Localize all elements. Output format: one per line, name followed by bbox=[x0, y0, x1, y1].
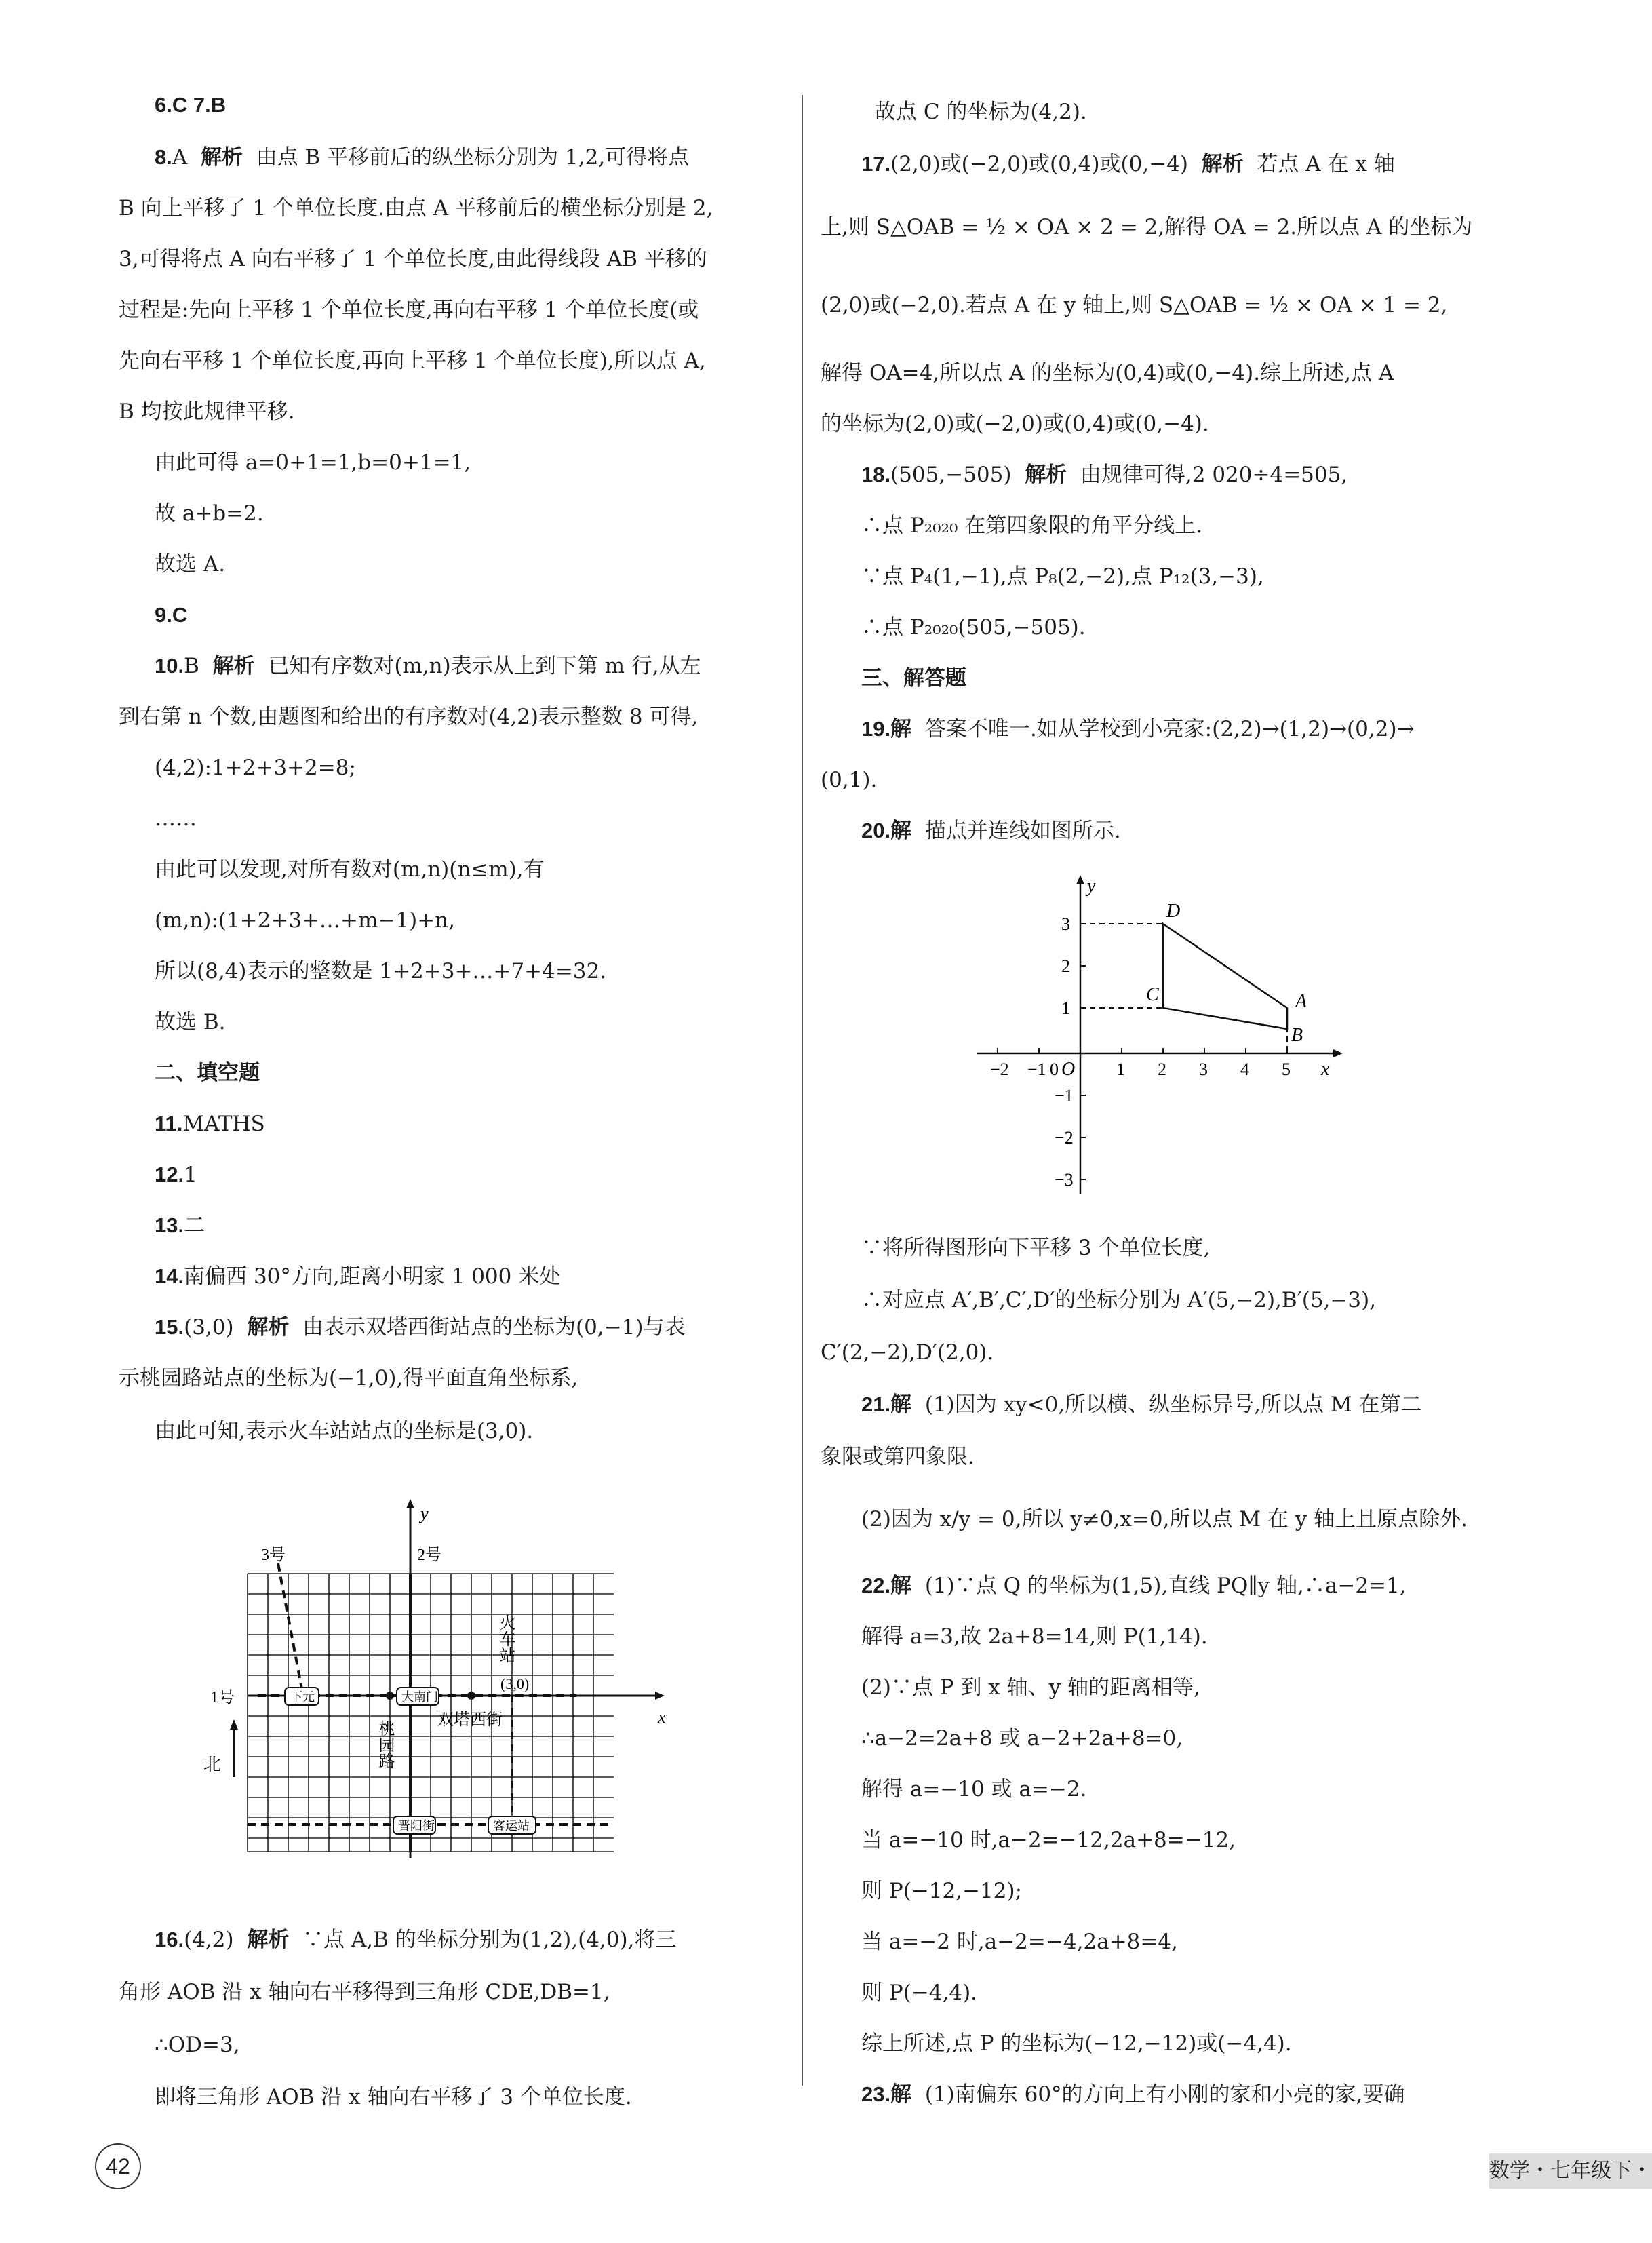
y-tick: −1 bbox=[1055, 1086, 1074, 1106]
answer-15: 15.(3,0) 解析 由表示双塔西街站点的坐标为(0,−1)与表 bbox=[155, 1315, 686, 1340]
text-line: 则 P(−12,−12); bbox=[861, 1879, 1023, 1903]
answer-18: 18.(505,−505) 解析 由规律可得,2 020÷4=505, bbox=[861, 463, 1348, 487]
y-axis-arrow-icon bbox=[1076, 875, 1084, 884]
route-1-label: 1号 bbox=[210, 1689, 235, 1706]
text-line: (2,0)或(−2,0).若点 A 在 y 轴上,则 S△OAB = ½ × OA × 1 = 2, bbox=[821, 293, 1448, 317]
text-line: (4,2):1+2+3+2=8; bbox=[155, 756, 356, 780]
section-heading: 二、填空题 bbox=[155, 1061, 260, 1085]
text-line: B 均按此规律平移. bbox=[119, 399, 295, 424]
station-shuangta: 双塔西街 bbox=[437, 1711, 503, 1729]
text-line: ∵将所得图形向下平移 3 个单位长度, bbox=[861, 1236, 1211, 1260]
text-line: 象限或第四象限. bbox=[821, 1445, 975, 1469]
y-axis-label: y bbox=[420, 1504, 429, 1523]
station-huoche: 火车站 bbox=[496, 1614, 514, 1663]
x-tick: 1 bbox=[1116, 1059, 1125, 1079]
answer-13: 13.二 bbox=[155, 1213, 205, 1238]
text-line: …… bbox=[155, 806, 197, 831]
text-line: 所以(8,4)表示的整数是 1+2+3+…+7+4=32. bbox=[155, 959, 607, 983]
origin-label: O bbox=[1061, 1059, 1076, 1080]
route-3-label: 3号 bbox=[261, 1546, 286, 1564]
answer-23: 23.解 (1)南偏东 60°的方向上有小刚的家和小亮的家,要确 bbox=[861, 2082, 1405, 2107]
text-line: 当 a=−10 时,a−2=−12,2a+8=−12, bbox=[861, 1828, 1236, 1852]
coordinate-graph bbox=[970, 868, 1350, 1207]
answer-11: 11.MATHS bbox=[155, 1112, 265, 1136]
text-line: 当 a=−2 时,a−2=−4,2a+8=4, bbox=[861, 1930, 1178, 1954]
text-line: ∴a−2=2a+8 或 a−2+2a+8=0, bbox=[861, 1726, 1183, 1751]
text-line: ∵点 P₄(1,−1),点 P₈(2,−2),点 P₁₂(3,−3), bbox=[861, 564, 1264, 589]
text-line: 的坐标为(2,0)或(−2,0)或(0,4)或(0,−4). bbox=[821, 412, 1209, 436]
text-line: 故选 B. bbox=[155, 1010, 226, 1034]
station-keyun: 客运站 bbox=[493, 1819, 530, 1833]
north-arrowhead-icon bbox=[230, 1719, 238, 1730]
north-label: 北 bbox=[203, 1755, 222, 1774]
x-tick: −2 bbox=[990, 1059, 1009, 1079]
answer-9: 9.C bbox=[155, 603, 188, 627]
transit-map-figure bbox=[197, 1492, 685, 1899]
text-line: 故 a+b=2. bbox=[155, 501, 264, 526]
point-D-label: D bbox=[1166, 901, 1181, 922]
text-line: 故点 C 的坐标为(4,2). bbox=[875, 100, 1087, 124]
point-A-label: A bbox=[1295, 991, 1307, 1012]
text-line: ∴点 P₂₀₂₀ 在第四象限的角平分线上. bbox=[861, 513, 1203, 538]
y-tick: −3 bbox=[1055, 1170, 1074, 1190]
text-line: 3,可得将点 A 向右平移了 1 个单位长度,由此得线段 AB 平移的 bbox=[119, 247, 707, 271]
answer-8: 8.A 解析 由点 B 平移前后的纵坐标分别为 1,2,可得将点 bbox=[155, 145, 690, 170]
station-taoyuan: 桃园路 bbox=[376, 1720, 393, 1769]
station-jinyang: 晋阳街 bbox=[398, 1819, 435, 1833]
text-line: (0,1). bbox=[821, 768, 878, 792]
answer-17: 17.(2,0)或(−2,0)或(0,4)或(0,−4) 解析 若点 A 在 x 轴 bbox=[861, 152, 1395, 176]
text-line: 解得 a=3,故 2a+8=14,则 P(1,14). bbox=[861, 1624, 1208, 1649]
x-tick: 4 bbox=[1240, 1059, 1249, 1079]
answer-6-7: 6.C 7.B bbox=[155, 93, 227, 117]
answer-22: 22.解 (1)∵点 Q 的坐标为(1,5),直线 PQ∥y 轴,∴a−2=1, bbox=[861, 1574, 1407, 1598]
x-tick: 5 bbox=[1282, 1059, 1291, 1079]
y-tick: 3 bbox=[1061, 914, 1070, 934]
y-axis-label: y bbox=[1087, 876, 1096, 897]
x-tick: 2 bbox=[1158, 1059, 1166, 1079]
text-line: 故选 A. bbox=[155, 552, 226, 577]
answer-20: 20.解 描点并连线如图所示. bbox=[861, 819, 1121, 843]
x-axis-arrow-icon bbox=[655, 1692, 665, 1700]
text-line: 解得 a=−10 或 a=−2. bbox=[861, 1777, 1087, 1801]
text-line: 综上所述,点 P 的坐标为(−12,−12)或(−4,4). bbox=[861, 2031, 1292, 2056]
text-line: B 向上平移了 1 个单位长度.由点 A 平移前后的横坐标分别是 2, bbox=[119, 196, 713, 220]
footer-label: 数学・七年级下・ bbox=[1489, 2153, 1652, 2189]
text-line: 解得 OA=4,所以点 A 的坐标为(0,4)或(0,−4).综上所述,点 A bbox=[821, 361, 1394, 385]
y-tick: −2 bbox=[1055, 1128, 1074, 1148]
text-line: 示桃园路站点的坐标为(−1,0),得平面直角坐标系, bbox=[119, 1366, 578, 1390]
text-line: ∴OD=3, bbox=[155, 2033, 240, 2057]
text-line: 则 P(−4,4). bbox=[861, 1981, 978, 2005]
text-line: 角形 AOB 沿 x 轴向右平移得到三角形 CDE,DB=1, bbox=[119, 1980, 610, 2004]
text-line: 上,则 S△OAB = ½ × OA × 2 = 2,解得 OA = 2.所以点 A 的坐标为 bbox=[821, 215, 1473, 239]
text-line: (2)因为 x/y = 0,所以 y≠0,x=0,所以点 M 在 y 轴上且原点除外. bbox=[861, 1507, 1468, 1532]
x-axis-arrow-icon bbox=[1333, 1049, 1343, 1057]
text-line: 过程是:先向上平移 1 个单位长度,再向右平移 1 个单位长度(或 bbox=[119, 298, 699, 322]
answer-21: 21.解 (1)因为 xy<0,所以横、纵坐标异号,所以点 M 在第二 bbox=[861, 1392, 1422, 1417]
station-coord: (3,0) bbox=[500, 1675, 530, 1692]
text-line: 由此可知,表示火车站站点的坐标是(3,0). bbox=[155, 1419, 534, 1443]
text-line: 由此可以发现,对所有数对(m,n)(n≤m),有 bbox=[155, 857, 545, 882]
station-dot bbox=[386, 1692, 394, 1700]
section-heading: 三、解答题 bbox=[861, 666, 966, 690]
point-B-label: B bbox=[1291, 1025, 1303, 1046]
y-axis-arrow-icon bbox=[406, 1499, 414, 1508]
x-tick: 0 bbox=[1050, 1059, 1059, 1079]
x-tick: −1 bbox=[1027, 1059, 1046, 1079]
answer-12: 12.1 bbox=[155, 1163, 197, 1187]
x-tick: 3 bbox=[1199, 1059, 1208, 1079]
text-line: 先向右平移 1 个单位长度,再向上平移 1 个单位长度),所以点 A, bbox=[119, 349, 706, 373]
y-tick: 1 bbox=[1061, 998, 1070, 1018]
page-number: 42 bbox=[95, 2143, 141, 2189]
route-2-label: 2号 bbox=[417, 1546, 441, 1564]
x-axis-label: x bbox=[658, 1707, 666, 1727]
x-axis-label: x bbox=[1321, 1059, 1330, 1080]
text-line: 由此可得 a=0+1=1,b=0+1=1, bbox=[155, 450, 471, 475]
text-line: 到右第 n 个数,由题图和给出的有序数对(4,2)表示整数 8 可得, bbox=[119, 705, 699, 729]
text-line: ∴点 P₂₀₂₀(505,−505). bbox=[861, 615, 1086, 640]
point-C-label: C bbox=[1146, 984, 1159, 1005]
station-xiayuan: 下元 bbox=[290, 1690, 315, 1704]
station-danan: 大南门 bbox=[401, 1690, 438, 1704]
quadrilateral-ABCD bbox=[1163, 924, 1287, 1029]
y-tick: 2 bbox=[1061, 956, 1070, 976]
route-3-dashed bbox=[278, 1563, 302, 1689]
text-line: (2)∵点 P 到 x 轴、y 轴的距离相等, bbox=[861, 1675, 1200, 1700]
answer-10: 10.B 解析 已知有序数对(m,n)表示从上到下第 m 行,从左 bbox=[155, 654, 701, 678]
answer-14: 14.南偏西 30°方向,距离小明家 1 000 米处 bbox=[155, 1264, 561, 1289]
text-line: 即将三角形 AOB 沿 x 轴向右平移了 3 个单位长度. bbox=[155, 2085, 632, 2109]
text-line: ∴对应点 A′,B′,C′,D′的坐标分别为 A′(5,−2),B′(5,−3), bbox=[861, 1288, 1377, 1312]
map-grid bbox=[248, 1574, 614, 1852]
text-line: C′(2,−2),D′(2,0). bbox=[821, 1340, 994, 1365]
station-dot bbox=[467, 1692, 475, 1700]
text-line: (m,n):(1+2+3+…+m−1)+n, bbox=[155, 908, 455, 933]
answer-16: 16.(4,2) 解析 ∵点 A,B 的坐标分别为(1,2),(4,0),将三 bbox=[155, 1928, 677, 1952]
column-divider bbox=[802, 95, 803, 2086]
answer-19: 19.解 答案不唯一.如从学校到小亮家:(2,2)→(1,2)→(0,2)→ bbox=[861, 717, 1415, 741]
